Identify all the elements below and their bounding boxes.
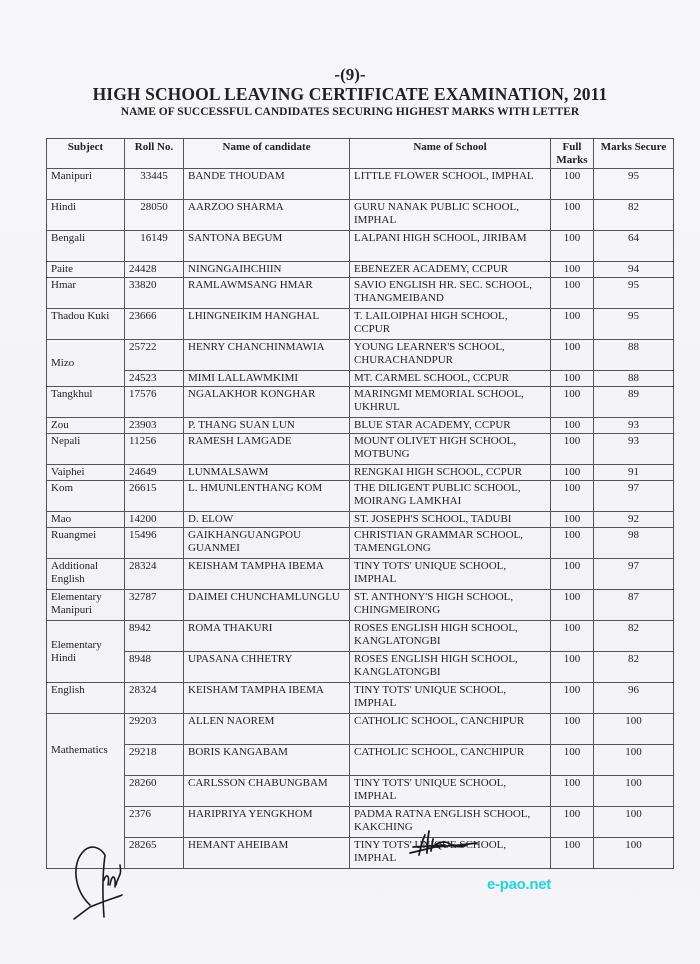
cell-school: MT. CARMEL SCHOOL, CCPUR	[350, 371, 551, 387]
cell-marks-secure: 97	[594, 559, 674, 590]
cell-roll: 28265	[125, 838, 184, 869]
cell-name: DAIMEI CHUNCHAMLUNGLU	[184, 590, 350, 621]
cell-school: YOUNG LEARNER'S SCHOOL, CHURACHANDPUR	[350, 340, 551, 371]
table-row	[47, 465, 674, 481]
cell-full-marks: 100	[551, 434, 594, 465]
cell-subject: Thadou Kuki	[47, 309, 125, 340]
cell-roll: 14200	[125, 512, 184, 528]
cell-subject: Nepali	[47, 434, 125, 465]
cell-roll: 26615	[125, 481, 184, 512]
cell-marks-secure: 82	[594, 621, 674, 652]
cell-name: CARLSSON CHABUNGBAM	[184, 776, 350, 807]
cell-marks-secure: 88	[594, 340, 674, 371]
cell-marks-secure: 89	[594, 387, 674, 418]
cell-subject: Hindi	[47, 200, 125, 231]
cell-roll: 28324	[125, 683, 184, 714]
cell-name: HARIPRIYA YENGKHOM	[184, 807, 350, 838]
cell-roll: 24649	[125, 465, 184, 481]
table-row	[47, 434, 674, 465]
table-row	[47, 262, 674, 278]
cell-subject: English	[47, 683, 125, 714]
cell-name: KEISHAM TAMPHA IBEMA	[184, 559, 350, 590]
cell-name: BORIS KANGABAM	[184, 745, 350, 776]
table-row	[47, 528, 674, 559]
cell-marks-secure: 82	[594, 200, 674, 231]
cell-full-marks: 100	[551, 590, 594, 621]
cell-full-marks: 100	[551, 838, 594, 869]
cell-name: HEMANT AHEIBAM	[184, 838, 350, 869]
cell-roll: 24523	[125, 371, 184, 387]
cell-full-marks: 100	[551, 528, 594, 559]
table-row	[47, 559, 674, 590]
cell-full-marks: 100	[551, 387, 594, 418]
cell-school: SAVIO ENGLISH HR. SEC. SCHOOL, THANGMEIBAND	[350, 278, 551, 309]
cell-subject: Kom	[47, 481, 125, 512]
cell-roll: 2376	[125, 807, 184, 838]
cell-subject: Elementary Hindi	[47, 621, 125, 683]
cell-full-marks: 100	[551, 169, 594, 200]
table-row	[47, 590, 674, 621]
cell-subject: Elementary Manipuri	[47, 590, 125, 621]
cell-roll: 29218	[125, 745, 184, 776]
cell-subject: Mao	[47, 512, 125, 528]
cell-full-marks: 100	[551, 481, 594, 512]
cell-marks-secure: 91	[594, 465, 674, 481]
cell-name: D. ELOW	[184, 512, 350, 528]
cell-full-marks: 100	[551, 200, 594, 231]
cell-subject: Mizo	[47, 340, 125, 387]
cell-name: P. THANG SUAN LUN	[184, 418, 350, 434]
cell-full-marks: 100	[551, 559, 594, 590]
cell-school: RENGKAI HIGH SCHOOL, CCPUR	[350, 465, 551, 481]
cell-subject: Zou	[47, 418, 125, 434]
cell-school: ST. ANTHONY'S HIGH SCHOOL, CHINGMEIRONG	[350, 590, 551, 621]
cell-roll: 16149	[125, 231, 184, 262]
cell-roll: 17576	[125, 387, 184, 418]
cell-roll: 11256	[125, 434, 184, 465]
page-number: -(9)-	[334, 65, 366, 84]
cell-name: NINGNGAIHCHIIN	[184, 262, 350, 278]
cell-marks-secure: 94	[594, 262, 674, 278]
cell-subject: Hmar	[47, 278, 125, 309]
table-row	[47, 340, 674, 371]
cell-school: ROSES ENGLISH HIGH SCHOOL, KANGLATONGBI	[350, 652, 551, 683]
cell-school: THE DILIGENT PUBLIC SCHOOL, MOIRANG LAMKHAI	[350, 481, 551, 512]
cell-school: CHRISTIAN GRAMMAR SCHOOL, TAMENGLONG	[350, 528, 551, 559]
results-table	[46, 138, 674, 869]
cell-roll: 8948	[125, 652, 184, 683]
cell-subject: Tangkhul	[47, 387, 125, 418]
cell-full-marks: 100	[551, 418, 594, 434]
cell-full-marks: 100	[551, 465, 594, 481]
cell-name: ALLEN NAOREM	[184, 714, 350, 745]
cell-name: RAMLAWMSANG HMAR	[184, 278, 350, 309]
table-row	[47, 745, 674, 776]
cell-school: GURU NANAK PUBLIC SCHOOL, IMPHAL	[350, 200, 551, 231]
cell-roll: 23903	[125, 418, 184, 434]
cell-name: LUNMALSAWM	[184, 465, 350, 481]
table-row	[47, 512, 674, 528]
cell-subject: Ruangmei	[47, 528, 125, 559]
cell-marks-secure: 96	[594, 683, 674, 714]
cell-full-marks: 100	[551, 512, 594, 528]
cell-subject: Vaiphei	[47, 465, 125, 481]
table-row	[47, 418, 674, 434]
table-row	[47, 200, 674, 231]
cell-marks-secure: 100	[594, 838, 674, 869]
table-row	[47, 278, 674, 309]
cell-name: KEISHAM TAMPHA IBEMA	[184, 683, 350, 714]
table-row	[47, 371, 674, 387]
cell-marks-secure: 100	[594, 807, 674, 838]
cell-subject: Bengali	[47, 231, 125, 262]
cell-name: ROMA THAKURI	[184, 621, 350, 652]
cell-name: BANDE THOUDAM	[184, 169, 350, 200]
cell-subject: Additional English	[47, 559, 125, 590]
table-row	[47, 169, 674, 200]
cell-name: RAMESH LAMGADE	[184, 434, 350, 465]
cell-school: CATHOLIC SCHOOL, CANCHIPUR	[350, 714, 551, 745]
cell-name: HENRY CHANCHINMAWIA	[184, 340, 350, 371]
column-header-full-marks: Full Marks	[551, 139, 594, 169]
table-row	[47, 652, 674, 683]
cell-school: LITTLE FLOWER SCHOOL, IMPHAL	[350, 169, 551, 200]
cell-roll: 28260	[125, 776, 184, 807]
cell-subject: Paite	[47, 262, 125, 278]
cell-full-marks: 100	[551, 776, 594, 807]
watermark-e-pao: e-pao.net	[487, 876, 551, 893]
cell-marks-secure: 97	[594, 481, 674, 512]
cell-roll: 25722	[125, 340, 184, 371]
cell-name: SANTONA BEGUM	[184, 231, 350, 262]
cell-marks-secure: 93	[594, 434, 674, 465]
cell-roll: 28324	[125, 559, 184, 590]
cell-school: BLUE STAR ACADEMY, CCPUR	[350, 418, 551, 434]
cell-marks-secure: 95	[594, 309, 674, 340]
signature-left	[70, 835, 150, 925]
table-row	[47, 481, 674, 512]
cell-school: T. LAILOIPHAI HIGH SCHOOL, CCPUR	[350, 309, 551, 340]
cell-roll: 23666	[125, 309, 184, 340]
cell-marks-secure: 100	[594, 714, 674, 745]
signature-right	[405, 825, 485, 865]
cell-marks-secure: 95	[594, 278, 674, 309]
cell-full-marks: 100	[551, 231, 594, 262]
cell-name: UPASANA CHHETRY	[184, 652, 350, 683]
column-header-subject: Subject	[47, 139, 125, 169]
cell-name: MIMI LALLAWMKIMI	[184, 371, 350, 387]
table-row	[47, 309, 674, 340]
cell-marks-secure: 87	[594, 590, 674, 621]
cell-school: ST. JOSEPH'S SCHOOL, TADUBI	[350, 512, 551, 528]
cell-school: MOUNT OLIVET HIGH SCHOOL, MOTBUNG	[350, 434, 551, 465]
cell-school: CATHOLIC SCHOOL, CANCHIPUR	[350, 745, 551, 776]
cell-roll: 28050	[125, 200, 184, 231]
cell-marks-secure: 95	[594, 169, 674, 200]
cell-marks-secure: 64	[594, 231, 674, 262]
cell-full-marks: 100	[551, 371, 594, 387]
column-header-school: Name of School	[350, 139, 551, 169]
table-row	[47, 714, 674, 745]
table-header-row	[47, 139, 674, 169]
cell-full-marks: 100	[551, 714, 594, 745]
cell-full-marks: 100	[551, 278, 594, 309]
cell-name: NGALAKHOR KONGHAR	[184, 387, 350, 418]
cell-school: EBENEZER ACADEMY, CCPUR	[350, 262, 551, 278]
cell-subject: Mathematics	[47, 714, 125, 869]
cell-marks-secure: 98	[594, 528, 674, 559]
cell-roll: 29203	[125, 714, 184, 745]
cell-full-marks: 100	[551, 262, 594, 278]
cell-full-marks: 100	[551, 621, 594, 652]
column-header-roll: Roll No.	[125, 139, 184, 169]
cell-full-marks: 100	[551, 807, 594, 838]
document-title: HIGH SCHOOL LEAVING CERTIFICATE EXAMINATION, 2011	[92, 84, 608, 104]
cell-roll: 8942	[125, 621, 184, 652]
cell-full-marks: 100	[551, 340, 594, 371]
cell-roll: 24428	[125, 262, 184, 278]
cell-marks-secure: 93	[594, 418, 674, 434]
table-row	[47, 231, 674, 262]
cell-school: PADMA RATNA ENGLISH SCHOOL, KAKCHING	[350, 807, 551, 838]
cell-school: TINY TOTS' UNIQUE SCHOOL, IMPHAL	[350, 776, 551, 807]
cell-roll: 32787	[125, 590, 184, 621]
cell-full-marks: 100	[551, 652, 594, 683]
table-row	[47, 621, 674, 652]
table-row	[47, 776, 674, 807]
cell-marks-secure: 82	[594, 652, 674, 683]
column-header-marks-secure: Marks Secure	[594, 139, 674, 169]
column-header-name: Name of candidate	[184, 139, 350, 169]
cell-subject: Manipuri	[47, 169, 125, 200]
table-row	[47, 387, 674, 418]
cell-school: MARINGMI MEMORIAL SCHOOL, UKHRUL	[350, 387, 551, 418]
cell-school: ROSES ENGLISH HIGH SCHOOL, KANGLATONGBI	[350, 621, 551, 652]
cell-name: L. HMUNLENTHANG KOM	[184, 481, 350, 512]
table-row	[47, 683, 674, 714]
cell-full-marks: 100	[551, 309, 594, 340]
cell-full-marks: 100	[551, 683, 594, 714]
cell-name: LHINGNEIKIM HANGHAL	[184, 309, 350, 340]
cell-marks-secure: 100	[594, 745, 674, 776]
cell-roll: 33820	[125, 278, 184, 309]
cell-name: AARZOO SHARMA	[184, 200, 350, 231]
cell-roll: 15496	[125, 528, 184, 559]
table-row	[47, 807, 674, 838]
cell-marks-secure: 92	[594, 512, 674, 528]
cell-marks-secure: 100	[594, 776, 674, 807]
cell-school: TINY TOTS' UNIQUE SCHOOL, IMPHAL	[350, 683, 551, 714]
cell-full-marks: 100	[551, 745, 594, 776]
cell-name: GAIKHANGUANGPOU GUANMEI	[184, 528, 350, 559]
cell-marks-secure: 88	[594, 371, 674, 387]
document-subtitle: NAME OF SUCCESSFUL CANDIDATES SECURING HIGHEST MARKS WITH LETTER	[120, 106, 580, 118]
cell-school: TINY TOTS' UNIQUE SCHOOL, IMPHAL	[350, 559, 551, 590]
cell-school: LALPANI HIGH SCHOOL, JIRIBAM	[350, 231, 551, 262]
cell-school: TINY TOTS' UNIQUE SCHOOL, IMPHAL	[350, 838, 551, 869]
cell-roll: 33445	[125, 169, 184, 200]
